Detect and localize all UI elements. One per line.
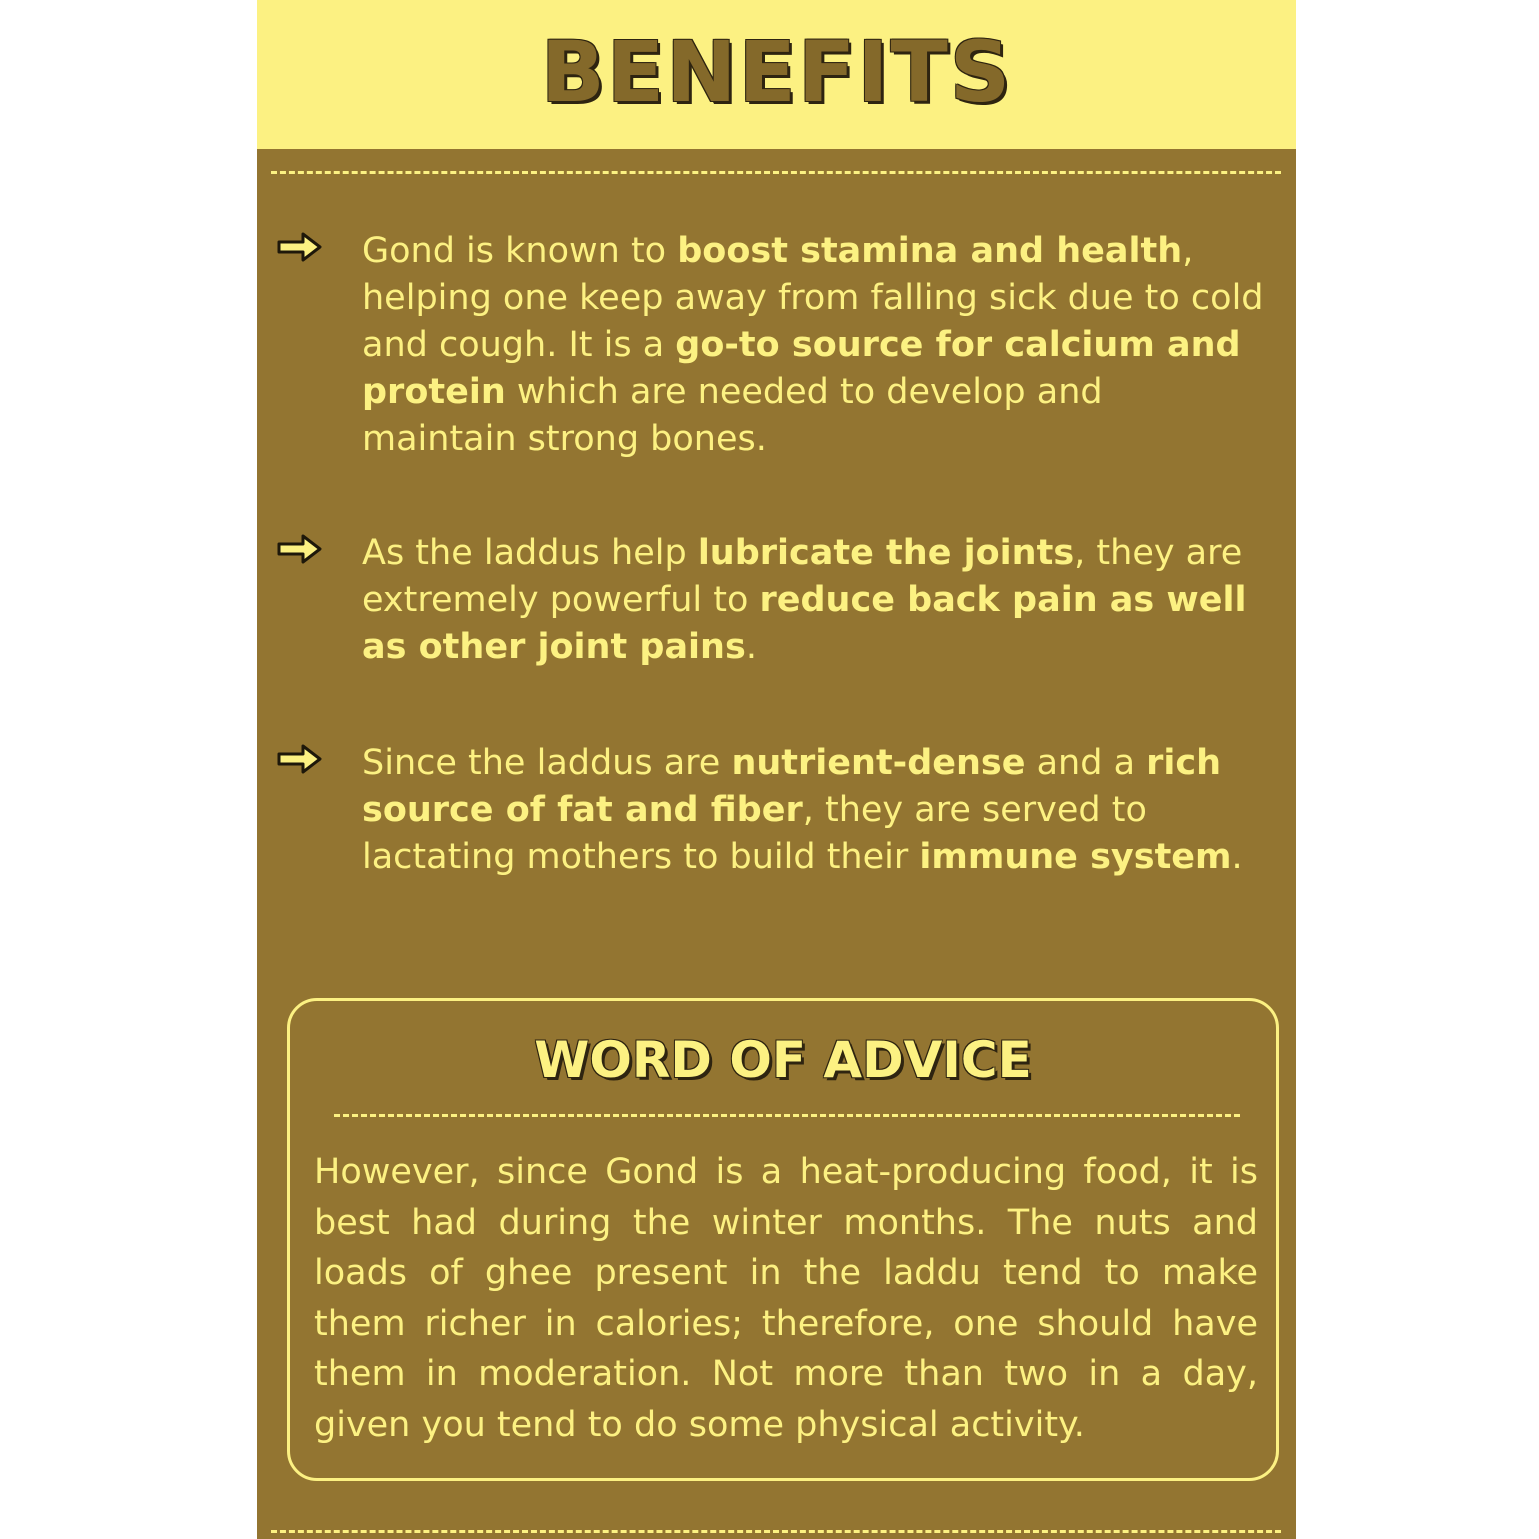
highlight-text: go-to source for calcium and protein <box>362 325 1241 412</box>
body-text: which are needed to develop and maintain strong bones. <box>362 372 1103 459</box>
page-title: BENEFITS <box>540 23 1013 121</box>
right-arrow-icon <box>277 230 323 264</box>
body-text: Gond is known to <box>362 231 678 271</box>
highlight-text: lubricate the joints <box>697 533 1075 573</box>
highlight-text: immune system <box>919 837 1232 877</box>
benefit-text <box>362 530 1267 671</box>
highlight-text: boost stamina and health <box>677 231 1183 271</box>
body-text: , they are served to lactating mothers to build their <box>362 790 1147 877</box>
divider <box>271 171 1281 174</box>
body-text: As the laddus help <box>362 533 698 573</box>
benefit-text <box>362 740 1267 881</box>
benefits-page <box>257 0 1296 1539</box>
highlight-text: nutrient-dense <box>731 743 1026 783</box>
body-text: and a <box>1025 743 1147 783</box>
right-arrow-icon <box>277 532 323 566</box>
highlight-text: rich source of fat and fiber <box>362 743 1222 830</box>
body-text: , helping one keep away from falling sick due to cold and cough. It is a <box>362 231 1264 365</box>
advice-title: WORD OF ADVICE <box>534 1031 1032 1089</box>
benefit-text <box>362 228 1267 463</box>
divider <box>271 1530 1281 1533</box>
body-text: . <box>745 627 757 667</box>
advice-divider <box>334 1114 1240 1117</box>
right-arrow-icon <box>277 742 323 776</box>
body-text: . <box>1231 837 1243 877</box>
body-text: Since the laddus are <box>362 743 732 783</box>
advice-box <box>287 998 1279 1481</box>
highlight-text: reduce back pain as well as other joint pains <box>362 580 1247 667</box>
header-banner <box>257 0 1296 149</box>
advice-text: However, since Gond is a heat-producing food, it is best had during the winter months. The nuts and loads of ghee present in the laddu tend to make them richer in calories; therefore, one should have them in moderation. Not more than two in a day, given you tend to do some physical activity. <box>314 1152 1258 1445</box>
body-text: , they are extremely powerful to <box>362 533 1243 620</box>
